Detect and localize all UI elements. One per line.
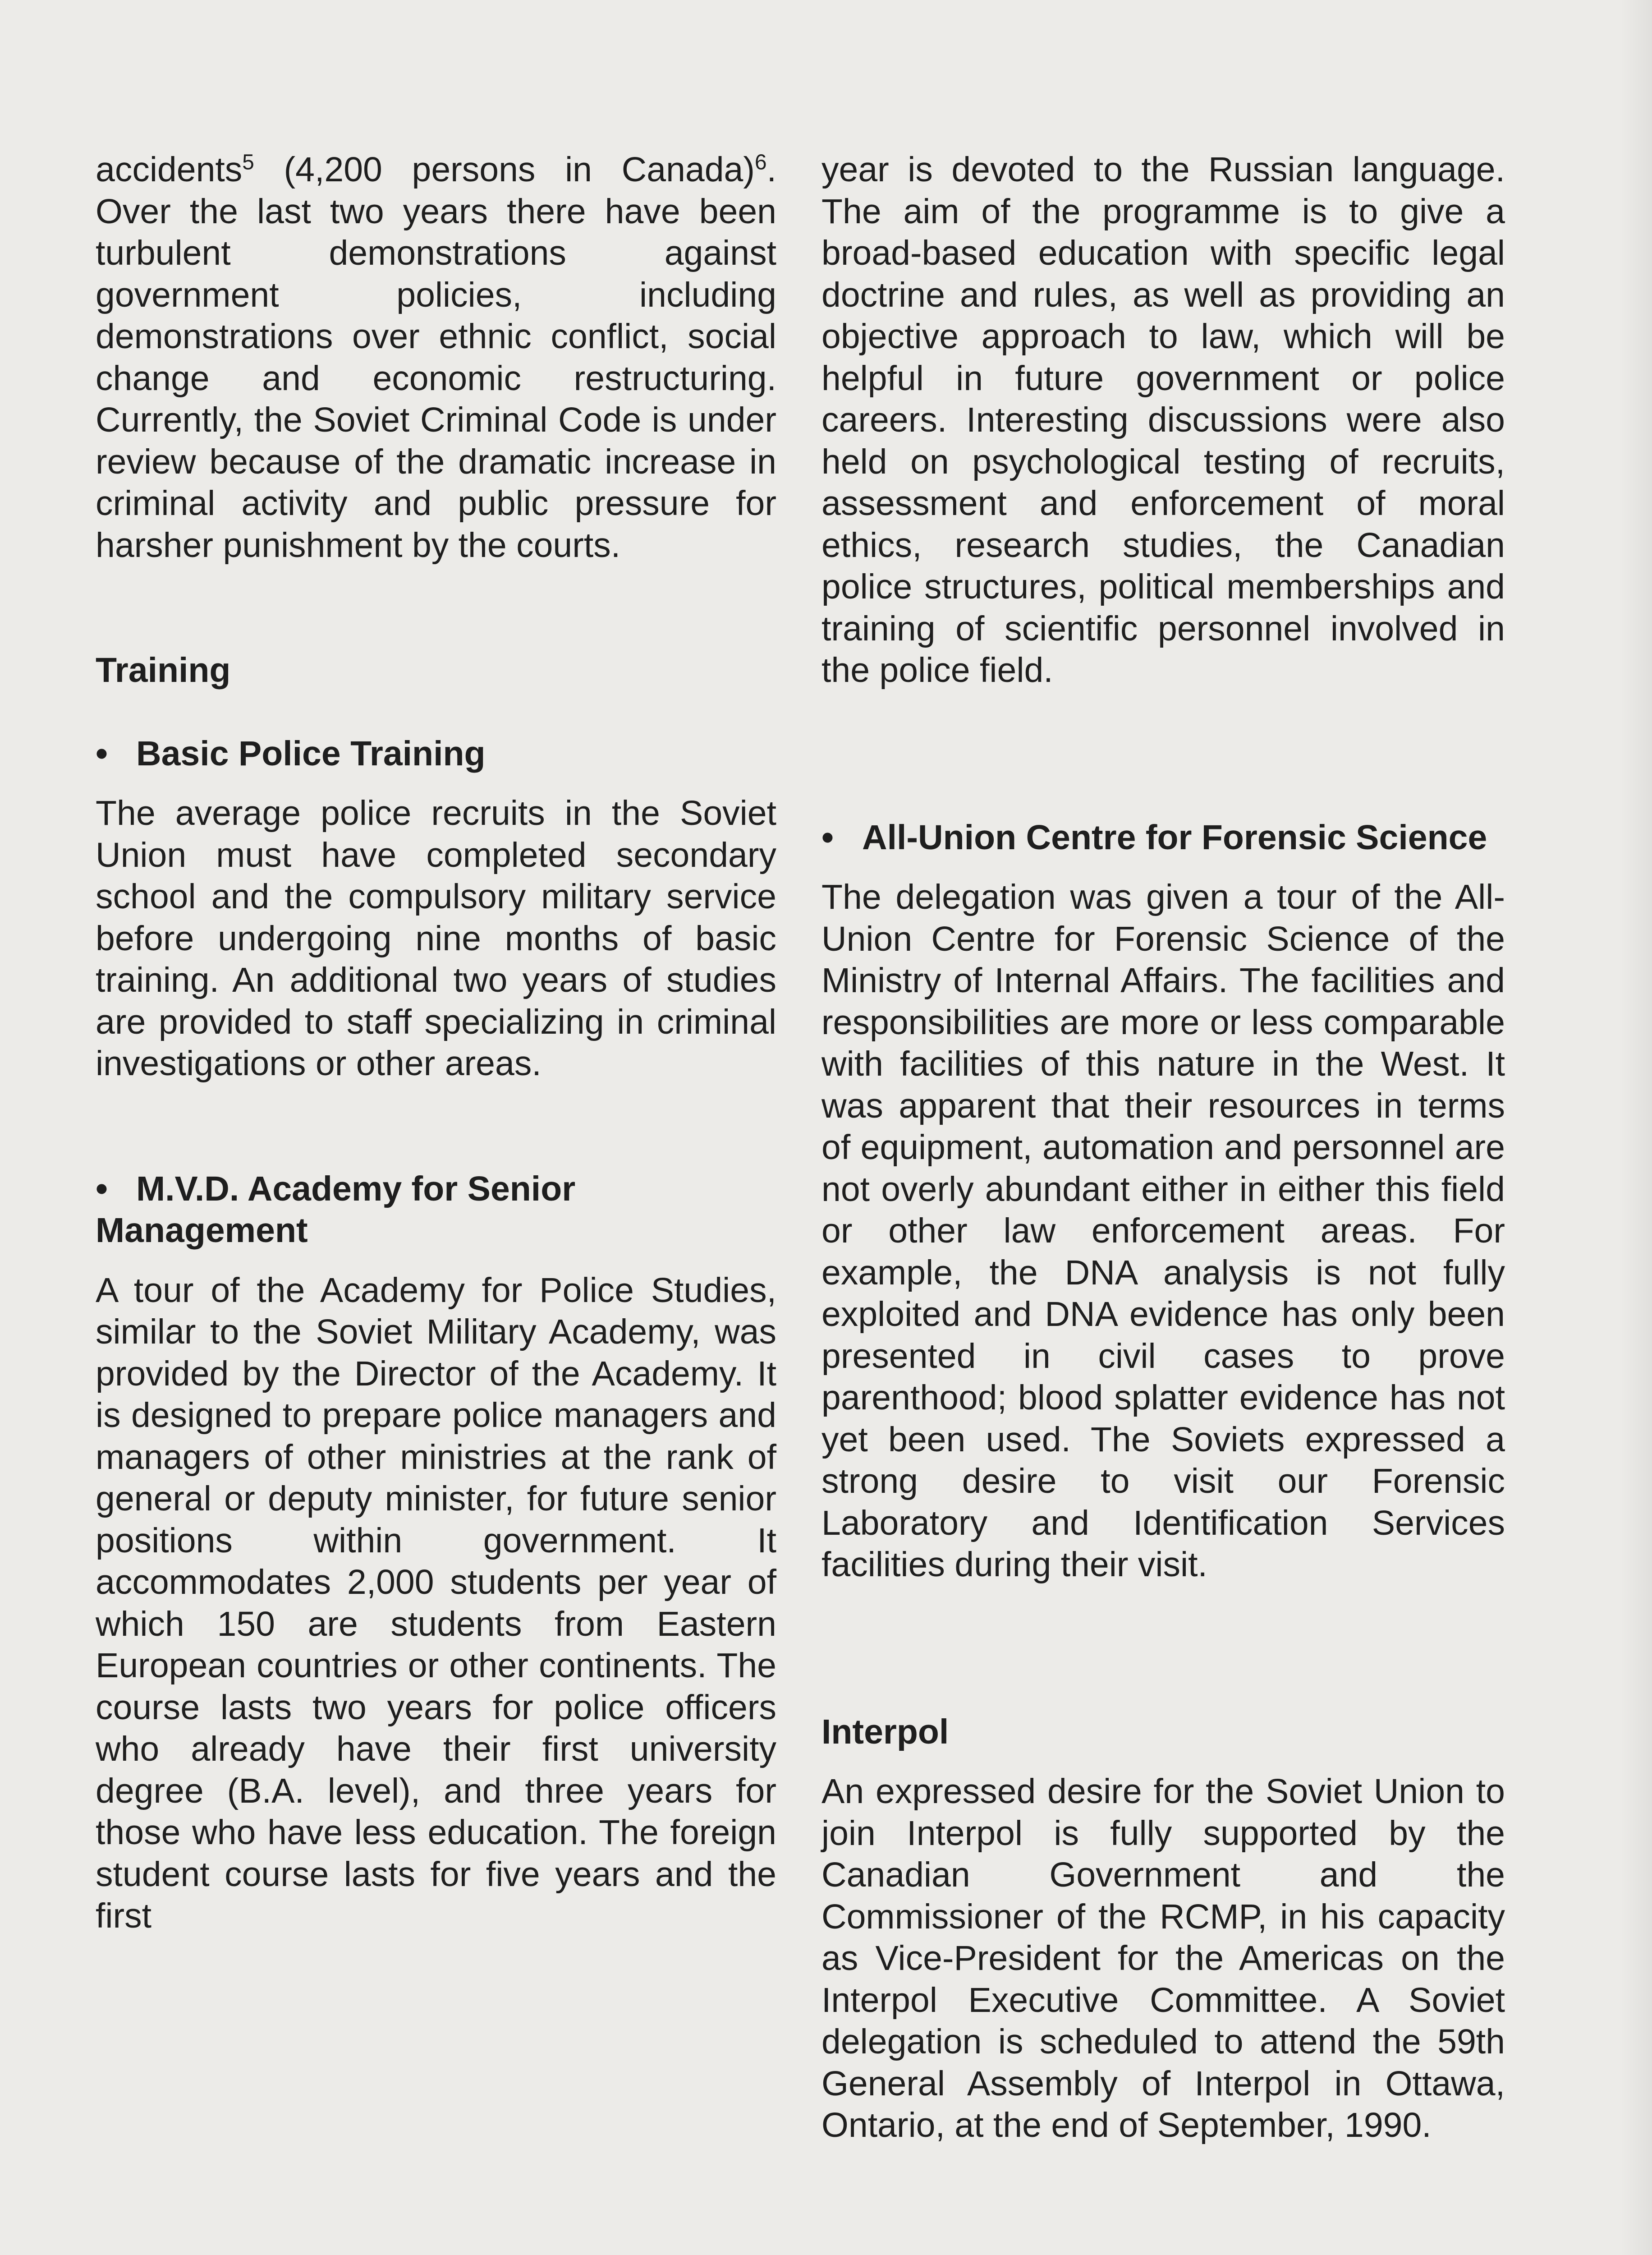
interpol-paragraph: An expressed desire for the Soviet Union to join Interpol is fully supported by the Canadian Government and the Commissioner of the RCMP, in his capacity as Vice-President for the Americas on the Interpol Executive Committee. A Soviet delegation is scheduled to attend the 59th General Assembly of Interpol in Ottawa, Ontario, at the end of September, 1990. (821, 1772, 1505, 2145)
basic-training-paragraph: The average police recruits in the Soviet Union must have completed secondary school and the compulsory military service before undergoing nine months of basic training. An additional two years of studies are provided to staff specializing in criminal investigations or other areas. (96, 794, 776, 1083)
text-span: accidents (96, 150, 243, 189)
footnote-ref-5: 5 (242, 150, 254, 175)
subheading-mvd-academy (96, 1168, 776, 1252)
page-edge-shade (1620, 0, 1652, 2255)
subheading-basic-police-training (96, 733, 776, 775)
right-column (821, 149, 1505, 2146)
mvd-academy-paragraph: A tour of the Academy for Police Studies, similar to the Soviet Military Academy, was provided by the Director of the Academy. It is designed to prepare police managers and managers of other ministries at the rank of general or deputy minister, for future senior positions within government. It accommodates 2,000 students per year of which 150 are students from Eastern European countries or other continents. The course lasts two years for police officers who already have their first university degree (B.A. level), and three years for those who have less education. The foreign student course lasts for five years and the first (96, 1270, 776, 1935)
subheading-text: M.V.D. Academy for Senior Management (96, 1169, 576, 1250)
section-heading-training: Training (96, 651, 231, 690)
section-heading-interpol: Interpol (821, 1712, 949, 1751)
subheading-text: All-Union Centre for Forensic Science (862, 818, 1487, 857)
footnote-ref-6: 6 (755, 150, 767, 175)
text-span: (4,200 persons in Canada) (254, 150, 755, 189)
left-column (96, 149, 776, 1937)
subheading-text: Basic Police Training (136, 734, 486, 773)
text-span: . Over the last two years there have been turbulent demonstrations against government policies, including demonstrations over ethnic conflict, social change and economic restructuring. Currently, the Soviet Criminal Code is under review because of the dramatic increase in criminal activity and public pressure for harsher punishment by the courts. (96, 150, 776, 565)
subheading-forensic-science (821, 817, 1505, 859)
intro-paragraph (96, 149, 776, 566)
academy-continued-paragraph: year is devoted to the Russian language. The aim of the programme is to give a broad-based education with specific legal doctrine and rules, as well as providing an objective approach to law, which will be helpful in future government or police careers. Interesting discussions were also held on psychological testing of recruits, assessment and enforcement of moral ethics, research studies, the Canadian police structures, political memberships and training of scientific personnel involved in the police field. (821, 150, 1505, 690)
forensic-paragraph: The delegation was given a tour of the All-Union Centre for Forensic Science of the Ministry of Internal Affairs. The facilities and responsibilities are more or less comparable with facilities of this nature in the West. It was apparent that their resources in terms of equipment, automation and personnel are not overly abundant either in either this field or other law enforcement areas. For example, the DNA analysis is not fully exploited and DNA evidence has only been presented in civil cases to prove parenthood; blood splatter evidence has not yet been used. The Soviets expressed a strong desire to visit our Forensic Laboratory and Identification Services facilities during their visit. (821, 878, 1505, 1584)
